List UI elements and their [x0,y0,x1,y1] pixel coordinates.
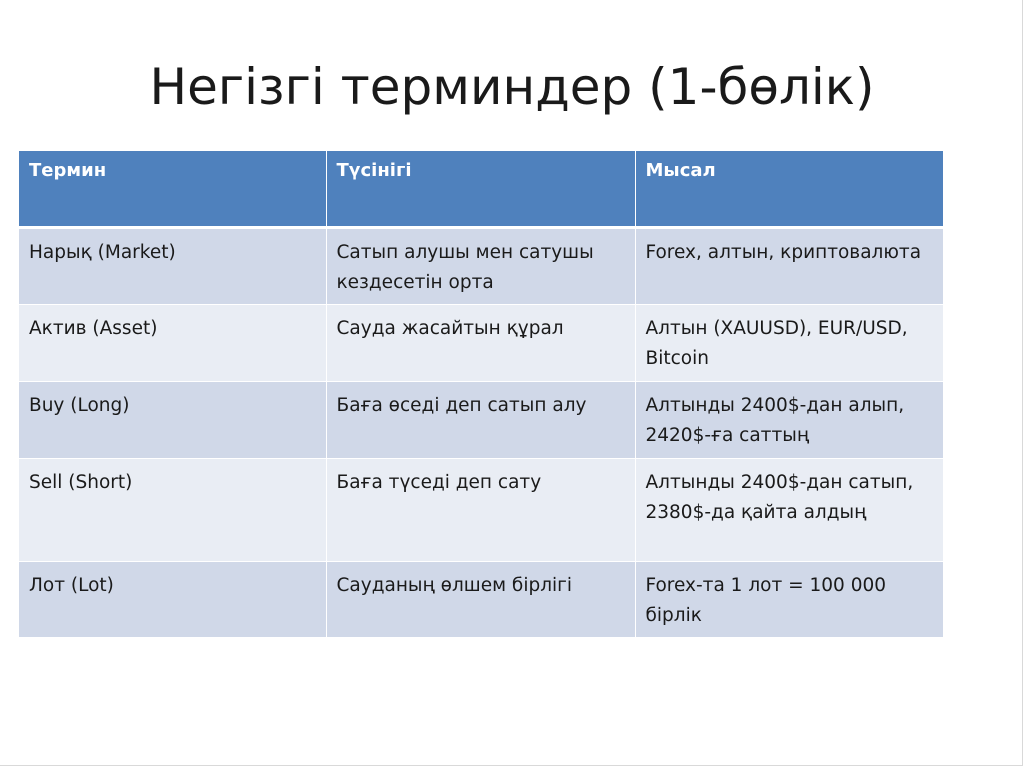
cell-meaning: Сатып алушы мен сатушы кездесетін орта [326,227,635,304]
cell-meaning: Баға өседі деп сатып алу [326,381,635,458]
cell-example: Forex-та 1 лот = 100 000 бірлік [635,561,943,637]
table-header-row [19,151,943,227]
cell-meaning: Баға түседі деп сату [326,458,635,561]
cell-example: Forex, алтын, криптовалюта [635,227,943,304]
cell-term: Buy (Long) [19,381,326,458]
table-row [19,227,943,304]
cell-meaning: Сауда жасайтын құрал [326,304,635,381]
table-row [19,458,943,561]
cell-meaning: Сауданың өлшем бірлігі [326,561,635,637]
header-term: Термин [19,151,326,227]
cell-term: Нарық (Market) [19,227,326,304]
cell-example: Алтын (XAUUSD), EUR/USD, Bitcoin [635,304,943,381]
terms-table [19,151,943,638]
cell-example: Алтынды 2400$-дан алып, 2420$-ға саттың [635,381,943,458]
table-row [19,304,943,381]
table-row [19,561,943,637]
slide-title: Негізгі терминдер (1-бөлік) [149,58,875,116]
cell-term: Sell (Short) [19,458,326,561]
cell-example: Алтынды 2400$-дан сатып, 2380$-да қайта алдың [635,458,943,561]
header-meaning: Түсінігі [326,151,635,227]
table-row [19,381,943,458]
header-example: Мысал [635,151,943,227]
cell-term: Актив (Asset) [19,304,326,381]
cell-term: Лот (Lot) [19,561,326,637]
